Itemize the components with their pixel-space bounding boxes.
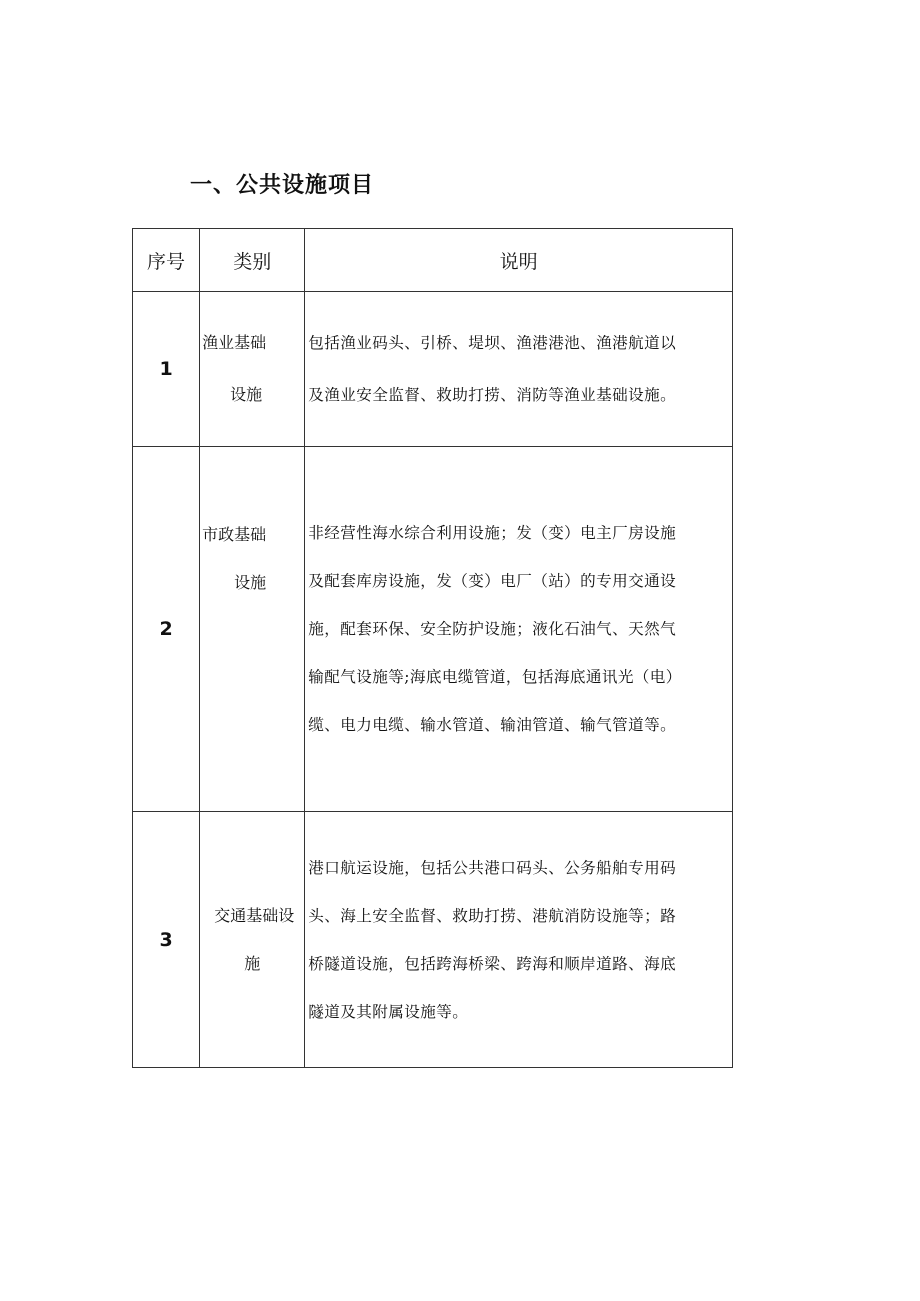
row-description [305, 292, 733, 447]
header-description: 说明 [305, 229, 733, 292]
description-line: 输配气设施等;海底电缆管道，包括海底通讯光（电） [308, 668, 682, 686]
header-category: 类别 [200, 229, 305, 292]
description-line: 包括渔业码头、引桥、堤坝、渔港港池、渔港航道以 [308, 334, 677, 352]
row-number: 1 [133, 292, 200, 447]
category-line: 渔业基础 [202, 333, 267, 352]
header-no: 序号 [133, 229, 200, 292]
description-line: 施，配套环保、安全防护设施；液化石油气、天然气 [308, 620, 677, 638]
category-line: 市政基础 [202, 525, 267, 544]
row-description [305, 812, 733, 1068]
category-line: 设施 [234, 573, 267, 592]
category-line: 施 [244, 953, 261, 973]
description-line: 及配套库房设施，发（变）电厂（站）的专用交通设 [308, 572, 677, 590]
row-number: 3 [133, 812, 200, 1068]
description-line: 隧道及其附属设施等。 [308, 1002, 469, 1021]
description-line: 缆、电力电缆、输水管道、输油管道、输气管道等。 [308, 716, 677, 734]
row-category [200, 292, 305, 447]
category-line: 设施 [230, 385, 263, 404]
section-heading: 一、公共设施项目 [190, 173, 375, 198]
row-number: 2 [133, 447, 200, 812]
table-row [133, 292, 733, 447]
facilities-table [132, 228, 733, 1068]
description-line: 及渔业安全监督、救助打捞、消防等渔业基础设施。 [308, 386, 677, 404]
row-category [200, 812, 305, 1068]
description-line: 非经营性海水综合利用设施；发（变）电主厂房设施 [308, 524, 677, 542]
description-line: 港口航运设施，包括公共港口码头、公务船舶专用码 [308, 858, 677, 877]
category-line: 交通基础设 [214, 905, 295, 925]
row-description [305, 447, 733, 812]
row-category [200, 447, 305, 812]
table-header-row [133, 229, 733, 292]
table-row [133, 447, 733, 812]
description-line: 桥隧道设施，包括跨海桥梁、跨海和顺岸道路、海底 [308, 954, 677, 973]
table-row [133, 812, 733, 1068]
description-line: 头、海上安全监督、救助打捞、港航消防设施等；路 [308, 906, 677, 925]
